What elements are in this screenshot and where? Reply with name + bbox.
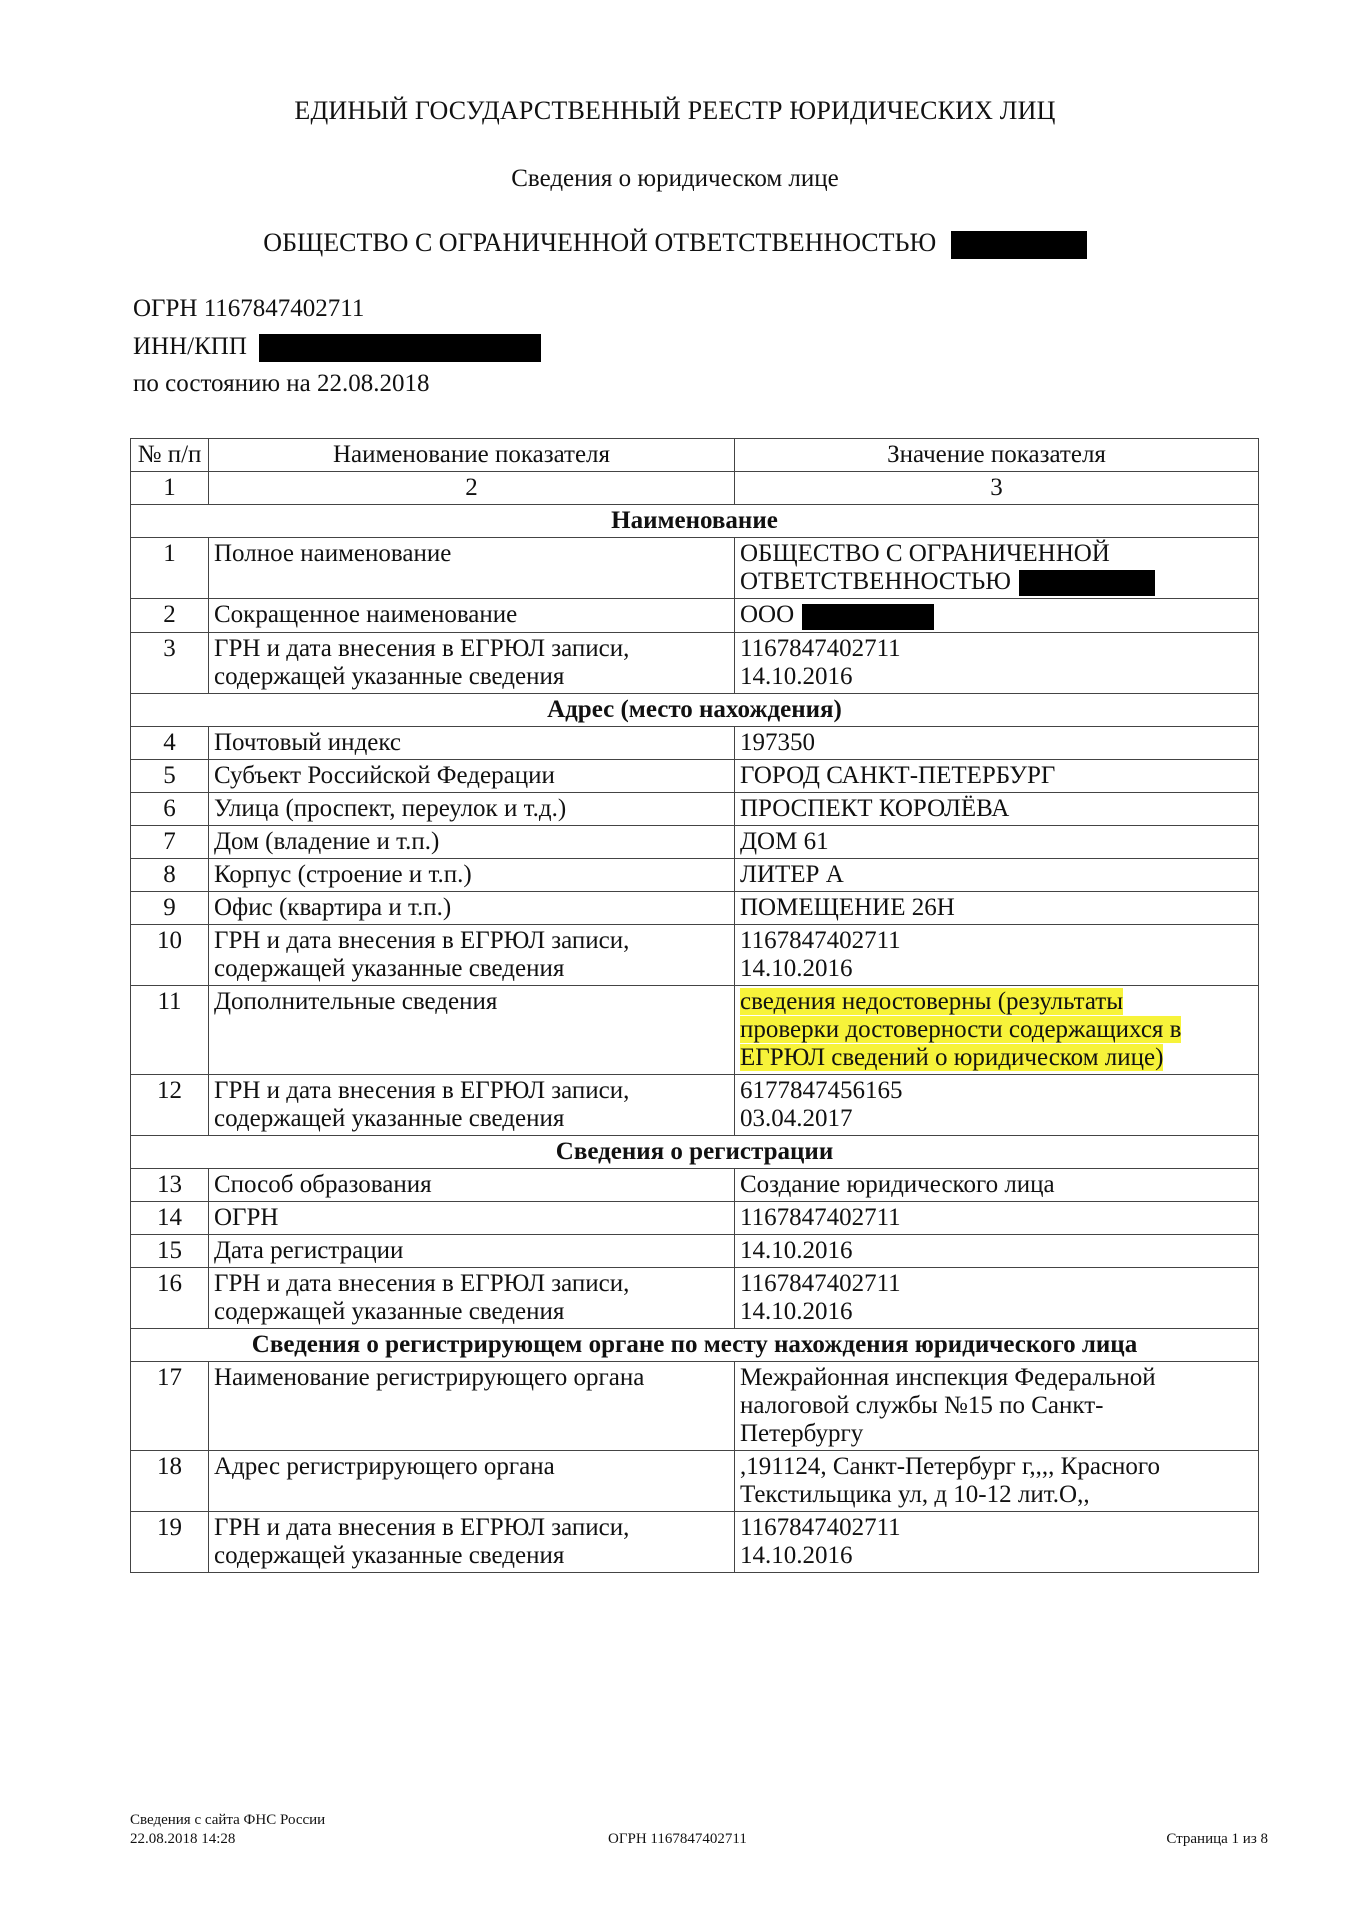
value-text: 1167847402711 (740, 926, 901, 954)
indicator-name (209, 792, 735, 825)
indicator-value (735, 632, 1259, 693)
redaction-box (951, 231, 1087, 259)
table-row (131, 1168, 1259, 1201)
registry-table (130, 438, 1259, 1573)
value-text: ОТВЕТСТВЕННОСТЬЮ (740, 568, 1011, 595)
indicator-value-line (740, 1542, 1253, 1570)
value-text: 1167847402711 (740, 1203, 901, 1231)
indicator-name (209, 924, 735, 985)
inn-label: ИНН/КПП (133, 333, 247, 360)
indicator-name-line: ОГРН (214, 1203, 279, 1231)
indicator-value-line (740, 1453, 1253, 1481)
table-row (131, 599, 1259, 632)
indicator-value (735, 891, 1259, 924)
table-row (131, 538, 1259, 599)
indicator-value-line (740, 894, 1253, 922)
indicator-name (209, 891, 735, 924)
indicator-name (209, 538, 735, 599)
table-row (131, 924, 1259, 985)
section-header-row (131, 1328, 1259, 1361)
indicator-value-line (740, 1364, 1253, 1392)
table-row (131, 985, 1259, 1074)
indicator-name-line: Дом (владение и т.п.) (214, 827, 440, 855)
indicator-value-line (740, 1298, 1253, 1326)
section-header-row (131, 693, 1259, 726)
indicator-name-line: ГРН и дата внесения в ЕГРЮЛ записи, (214, 634, 630, 662)
indicator-name-line: Корпус (строение и т.п.) (214, 860, 472, 888)
column-number-1: 1 (131, 472, 209, 505)
section-header-row (131, 505, 1259, 538)
indicator-value-line (740, 795, 1253, 823)
indicator-name (209, 1361, 735, 1450)
highlighted-value-text: сведения недостоверны (результаты (740, 987, 1124, 1015)
indicator-value (735, 1511, 1259, 1572)
indicator-name (209, 1234, 735, 1267)
footer-ogrn: ОГРН 1167847402711 (608, 1831, 747, 1847)
value-text: ,191124, Санкт-Петербург г,,,, Красного (740, 1452, 1161, 1480)
indicator-name-line: содержащей указанные сведения (214, 1104, 565, 1132)
value-text: налоговой службы №15 по Санкт- (740, 1391, 1104, 1419)
row-number: 11 (131, 985, 209, 1074)
indicator-value (735, 759, 1259, 792)
table-row (131, 1511, 1259, 1572)
value-text: ЛИТЕР А (740, 860, 844, 888)
row-number: 17 (131, 1361, 209, 1450)
footer-page-number: Страница 1 из 8 (1166, 1831, 1268, 1847)
value-text: ПРОСПЕКТ КОРОЛЁВА (740, 794, 1010, 822)
indicator-value-line (740, 1077, 1253, 1105)
indicator-name-line: содержащей указанные сведения (214, 954, 565, 982)
indicator-name-line: ГРН и дата внесения в ЕГРЮЛ записи, (214, 926, 630, 954)
value-text: Межрайонная инспекция Федеральной (740, 1363, 1156, 1391)
row-number: 18 (131, 1450, 209, 1511)
indicator-name-line: содержащей указанные сведения (214, 1541, 565, 1569)
table-row (131, 1074, 1259, 1135)
value-text: 14.10.2016 (740, 1541, 853, 1569)
row-number: 6 (131, 792, 209, 825)
redaction-box (802, 604, 934, 630)
footer-datetime: 22.08.2018 14:28 (130, 1831, 236, 1847)
indicator-value (735, 726, 1259, 759)
value-text: ГОРОД САНКТ-ПЕТЕРБУРГ (740, 761, 1056, 789)
indicator-value-line (740, 861, 1253, 889)
indicator-value-line (740, 601, 1253, 629)
indicator-name (209, 759, 735, 792)
indicator-name (209, 632, 735, 693)
value-text: Петербургу (740, 1419, 864, 1447)
indicator-value (735, 924, 1259, 985)
indicator-name-line: Офис (квартира и т.п.) (214, 893, 452, 921)
row-number: 14 (131, 1201, 209, 1234)
indicator-name-line: Способ образования (214, 1170, 432, 1198)
indicator-value-line (740, 729, 1253, 757)
value-text: ПОМЕЩЕНИЕ 26Н (740, 893, 955, 921)
indicator-value (735, 858, 1259, 891)
redaction-box (259, 334, 541, 362)
indicator-name-line: Сокращенное наименование (214, 601, 518, 629)
indicator-name (209, 1450, 735, 1511)
row-number: 16 (131, 1267, 209, 1328)
indicator-name-line: Почтовый индекс (214, 728, 401, 756)
indicator-value (735, 599, 1259, 632)
table-row (131, 891, 1259, 924)
indicator-name (209, 858, 735, 891)
indicator-value-line (740, 540, 1253, 568)
value-text: ОБЩЕСТВО С ОГРАНИЧЕННОЙ (740, 540, 1110, 567)
table-row (131, 825, 1259, 858)
indicator-value-line (740, 663, 1253, 691)
highlighted-value-text: проверки достоверности содержащихся в (740, 1015, 1182, 1043)
indicator-value-line (740, 1105, 1253, 1133)
row-number: 10 (131, 924, 209, 985)
indicator-value-line (740, 568, 1253, 596)
indicator-name (209, 1267, 735, 1328)
indicator-name-line: ГРН и дата внесения в ЕГРЮЛ записи, (214, 1269, 630, 1297)
section-header-row (131, 1135, 1259, 1168)
column-header-number: № п/п (131, 439, 209, 472)
redaction-box (1019, 570, 1155, 596)
row-number: 8 (131, 858, 209, 891)
table-row (131, 1450, 1259, 1511)
document-subtitle: Сведения о юридическом лице (511, 165, 839, 192)
indicator-value-line (740, 1171, 1253, 1199)
indicator-name-line: содержащей указанные сведения (214, 662, 565, 690)
value-text: 6177847456165 (740, 1076, 903, 1104)
indicator-name (209, 825, 735, 858)
row-number: 3 (131, 632, 209, 693)
indicator-name-line: ГРН и дата внесения в ЕГРЮЛ записи, (214, 1513, 630, 1541)
table-header-row (131, 439, 1259, 472)
indicator-value-line (740, 828, 1253, 856)
value-text: Текстильщика ул, д 10-12 лит.О,, (740, 1480, 1090, 1508)
column-number-3: 3 (735, 472, 1259, 505)
footer-source: Сведения с сайта ФНС России (130, 1812, 326, 1828)
highlighted-value-text: ЕГРЮЛ сведений о юридическом лице) (740, 1043, 1164, 1071)
indicator-value (735, 1074, 1259, 1135)
ogrn-line: ОГРН 1167847402711 (133, 295, 365, 322)
indicator-value (735, 1234, 1259, 1267)
as-of-date-line: по состоянию на 22.08.2018 (133, 370, 430, 397)
indicator-value-line (740, 1016, 1253, 1044)
indicator-value (735, 792, 1259, 825)
indicator-value (735, 985, 1259, 1074)
table-row (131, 1234, 1259, 1267)
section-title: Адрес (место нахождения) (131, 693, 1259, 726)
row-number: 9 (131, 891, 209, 924)
indicator-value-line (740, 1044, 1253, 1072)
indicator-value (735, 1450, 1259, 1511)
table-row (131, 759, 1259, 792)
indicator-name (209, 1074, 735, 1135)
table-row (131, 792, 1259, 825)
column-header-indicator: Наименование показателя (209, 439, 735, 472)
indicator-value-line (740, 1481, 1253, 1509)
table-row (131, 1267, 1259, 1328)
indicator-name-line: Адрес регистрирующего органа (214, 1452, 555, 1480)
value-text: 14.10.2016 (740, 1236, 853, 1264)
value-text: 1167847402711 (740, 634, 901, 662)
value-text: ООО (740, 601, 795, 629)
indicator-value-line (740, 927, 1253, 955)
indicator-name (209, 1511, 735, 1572)
indicator-name-line: Субъект Российской Федерации (214, 761, 555, 789)
row-number: 12 (131, 1074, 209, 1135)
indicator-name (209, 1168, 735, 1201)
indicator-value (735, 1361, 1259, 1450)
table-row (131, 858, 1259, 891)
value-text: 197350 (740, 728, 815, 756)
indicator-value-line (740, 762, 1253, 790)
registry-title: ЕДИНЫЙ ГОСУДАРСТВЕННЫЙ РЕЕСТР ЮРИДИЧЕСКИХ ЛИЦ (294, 96, 1056, 125)
inn-line (133, 333, 541, 362)
column-number-2: 2 (209, 472, 735, 505)
indicator-name-line: ГРН и дата внесения в ЕГРЮЛ записи, (214, 1076, 630, 1104)
indicator-value (735, 538, 1259, 599)
indicator-value-line (740, 1392, 1253, 1420)
indicator-value-line (740, 1237, 1253, 1265)
row-number: 7 (131, 825, 209, 858)
column-numbers-row (131, 472, 1259, 505)
value-text: ДОМ 61 (740, 827, 829, 855)
indicator-value-line (740, 988, 1253, 1016)
indicator-name-line: Дополнительные сведения (214, 987, 498, 1015)
table-row (131, 1361, 1259, 1450)
indicator-name (209, 985, 735, 1074)
indicator-value-line (740, 635, 1253, 663)
indicator-value-line (740, 1514, 1253, 1542)
indicator-name-line: Полное наименование (214, 540, 452, 567)
value-text: 1167847402711 (740, 1513, 901, 1541)
row-number: 2 (131, 599, 209, 632)
indicator-name-line: содержащей указанные сведения (214, 1297, 565, 1325)
value-text: Создание юридического лица (740, 1170, 1055, 1198)
organization-title (0, 228, 1350, 259)
indicator-name-line: Дата регистрации (214, 1236, 404, 1264)
table-row (131, 1201, 1259, 1234)
section-title: Сведения о регистрации (131, 1135, 1259, 1168)
column-header-value: Значение показателя (735, 439, 1259, 472)
organization-title-text: ОБЩЕСТВО С ОГРАНИЧЕННОЙ ОТВЕТСТВЕННОСТЬЮ (263, 228, 937, 257)
indicator-name (209, 726, 735, 759)
row-number: 4 (131, 726, 209, 759)
indicator-name (209, 1201, 735, 1234)
row-number: 13 (131, 1168, 209, 1201)
value-text: 14.10.2016 (740, 954, 853, 982)
value-text: 1167847402711 (740, 1269, 901, 1297)
indicator-value-line (740, 955, 1253, 983)
value-text: 14.10.2016 (740, 662, 853, 690)
indicator-value (735, 1201, 1259, 1234)
row-number: 5 (131, 759, 209, 792)
indicator-value-line (740, 1204, 1253, 1232)
value-text: 03.04.2017 (740, 1104, 853, 1132)
row-number: 15 (131, 1234, 209, 1267)
indicator-name-line: Улица (проспект, переулок и т.д.) (214, 794, 567, 822)
indicator-value (735, 1267, 1259, 1328)
section-title: Наименование (131, 505, 1259, 538)
indicator-value (735, 825, 1259, 858)
section-title: Сведения о регистрирующем органе по месту нахождения юридического лица (131, 1328, 1259, 1361)
indicator-value-line (740, 1270, 1253, 1298)
indicator-value (735, 1168, 1259, 1201)
table-row (131, 632, 1259, 693)
row-number: 19 (131, 1511, 209, 1572)
indicator-name-line: Наименование регистрирующего органа (214, 1363, 645, 1391)
row-number: 1 (131, 538, 209, 599)
indicator-name (209, 599, 735, 632)
value-text: 14.10.2016 (740, 1297, 853, 1325)
indicator-value-line (740, 1420, 1253, 1448)
table-row (131, 726, 1259, 759)
